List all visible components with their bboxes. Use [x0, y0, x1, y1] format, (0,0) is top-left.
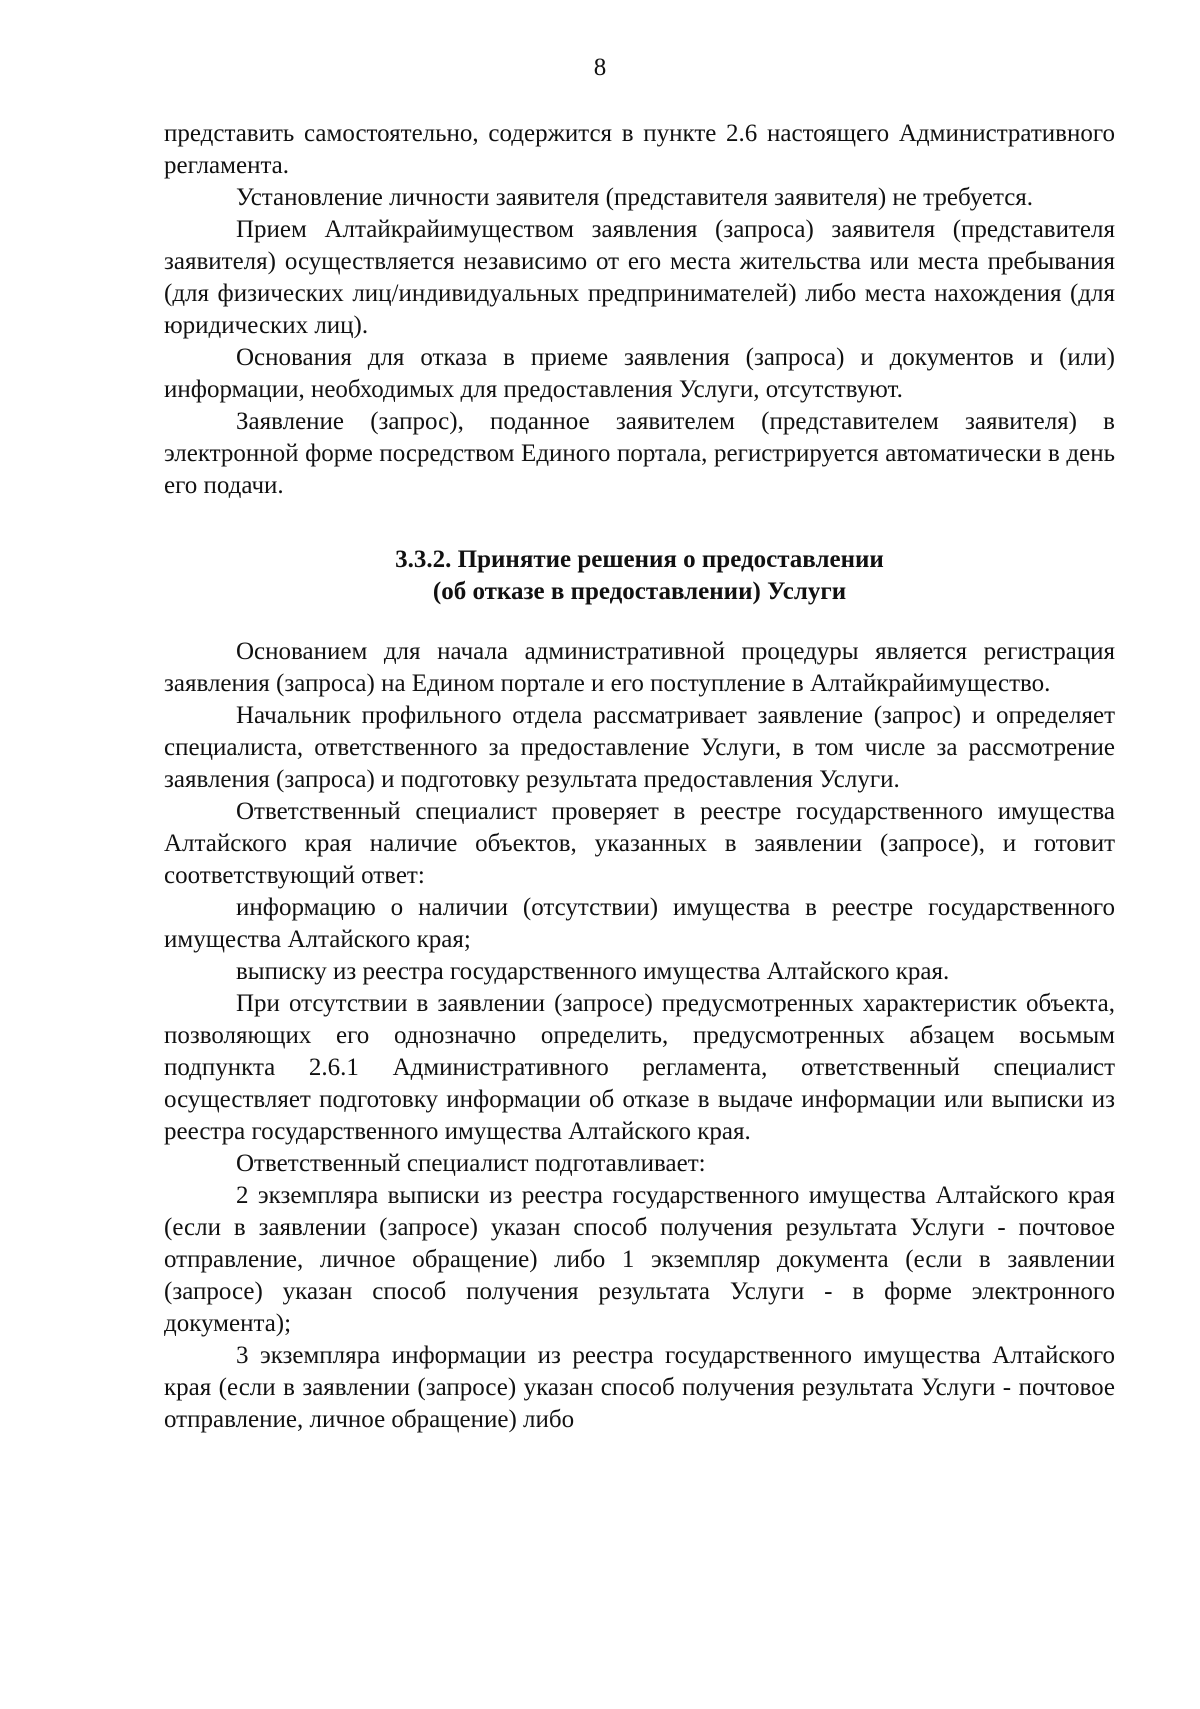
section-heading-line: 3.3.2. Принятие решения о предоставлении	[395, 546, 884, 573]
paragraph: представить самостоятельно, содержится в пункте 2.6 настоящего Административного регламента.	[164, 120, 1115, 179]
paragraph: Прием Алтайкрайимуществом заявления (запроса) заявителя (представителя заявителя) осуществляется независимо от его места жительства или места пребывания (для физических лиц/индивидуальных предпринимателей) либо места нахождения (для юридических лиц).	[164, 216, 1115, 339]
paragraph: 2 экземпляра выписки из реестра государственного имущества Алтайского края (если в заявлении (запросе) указан способ получения результата Услуги - почтовое отправление, личное обращение) либо 1 экземпляр документа (если в заявлении (запросе) указан способ получения результата Услуги - в форме электронного документа);	[164, 1182, 1115, 1337]
document-body	[164, 118, 1115, 1436]
paragraph: Начальник профильного отдела рассматривает заявление (запрос) и определяет специалиста, ответственного за предоставление Услуги, в том числе за рассмотрение заявления (запроса) и подготовку результата предоставления Услуги.	[164, 702, 1115, 793]
paragraph: При отсутствии в заявлении (запросе) предусмотренных характеристик объекта, позволяющих его однозначно определить, предусмотренных абзацем восьмым подпункта 2.6.1 Административного регламента, ответственный специалист осуществляет подготовку информации об отказе в выдаче информации или выписки из реестра государственного имущества Алтайского края.	[164, 990, 1115, 1145]
paragraph: Заявление (запрос), поданное заявителем (представителем заявителя) в электронной форме посредством Единого портала, регистрируется автоматически в день его подачи.	[164, 408, 1115, 499]
paragraph: выписку из реестра государственного имущества Алтайского края.	[236, 958, 950, 985]
section-heading-line: (об отказе в предоставлении) Услуги	[432, 578, 847, 605]
paragraph: информацию о наличии (отсутствии) имущества в реестре государственного имущества Алтайского края;	[164, 894, 1115, 953]
paragraph: Основания для отказа в приеме заявления (запроса) и документов и (или) информации, необходимых для предоставления Услуги, отсутствуют.	[164, 344, 1115, 403]
paragraph: Установление личности заявителя (представителя заявителя) не требуется.	[236, 184, 1034, 211]
page-number: 8	[593, 54, 607, 81]
paragraph: Ответственный специалист проверяет в реестре государственного имущества Алтайского края наличие объектов, указанных в заявлении (запросе), и готовит соответствующий ответ:	[164, 798, 1115, 889]
paragraph: Ответственный специалист подготавливает:	[236, 1150, 706, 1177]
section-heading	[164, 544, 1115, 608]
paragraph: 3 экземпляра информации из реестра государственного имущества Алтайского края (если в заявлении (запросе) указан способ получения результата Услуги - почтовое отправление, личное обращение) либо	[164, 1342, 1115, 1433]
paragraph: Основанием для начала административной процедуры является регистрация заявления (запроса) на Едином портале и его поступление в Алтайкрайимущество.	[164, 638, 1115, 697]
